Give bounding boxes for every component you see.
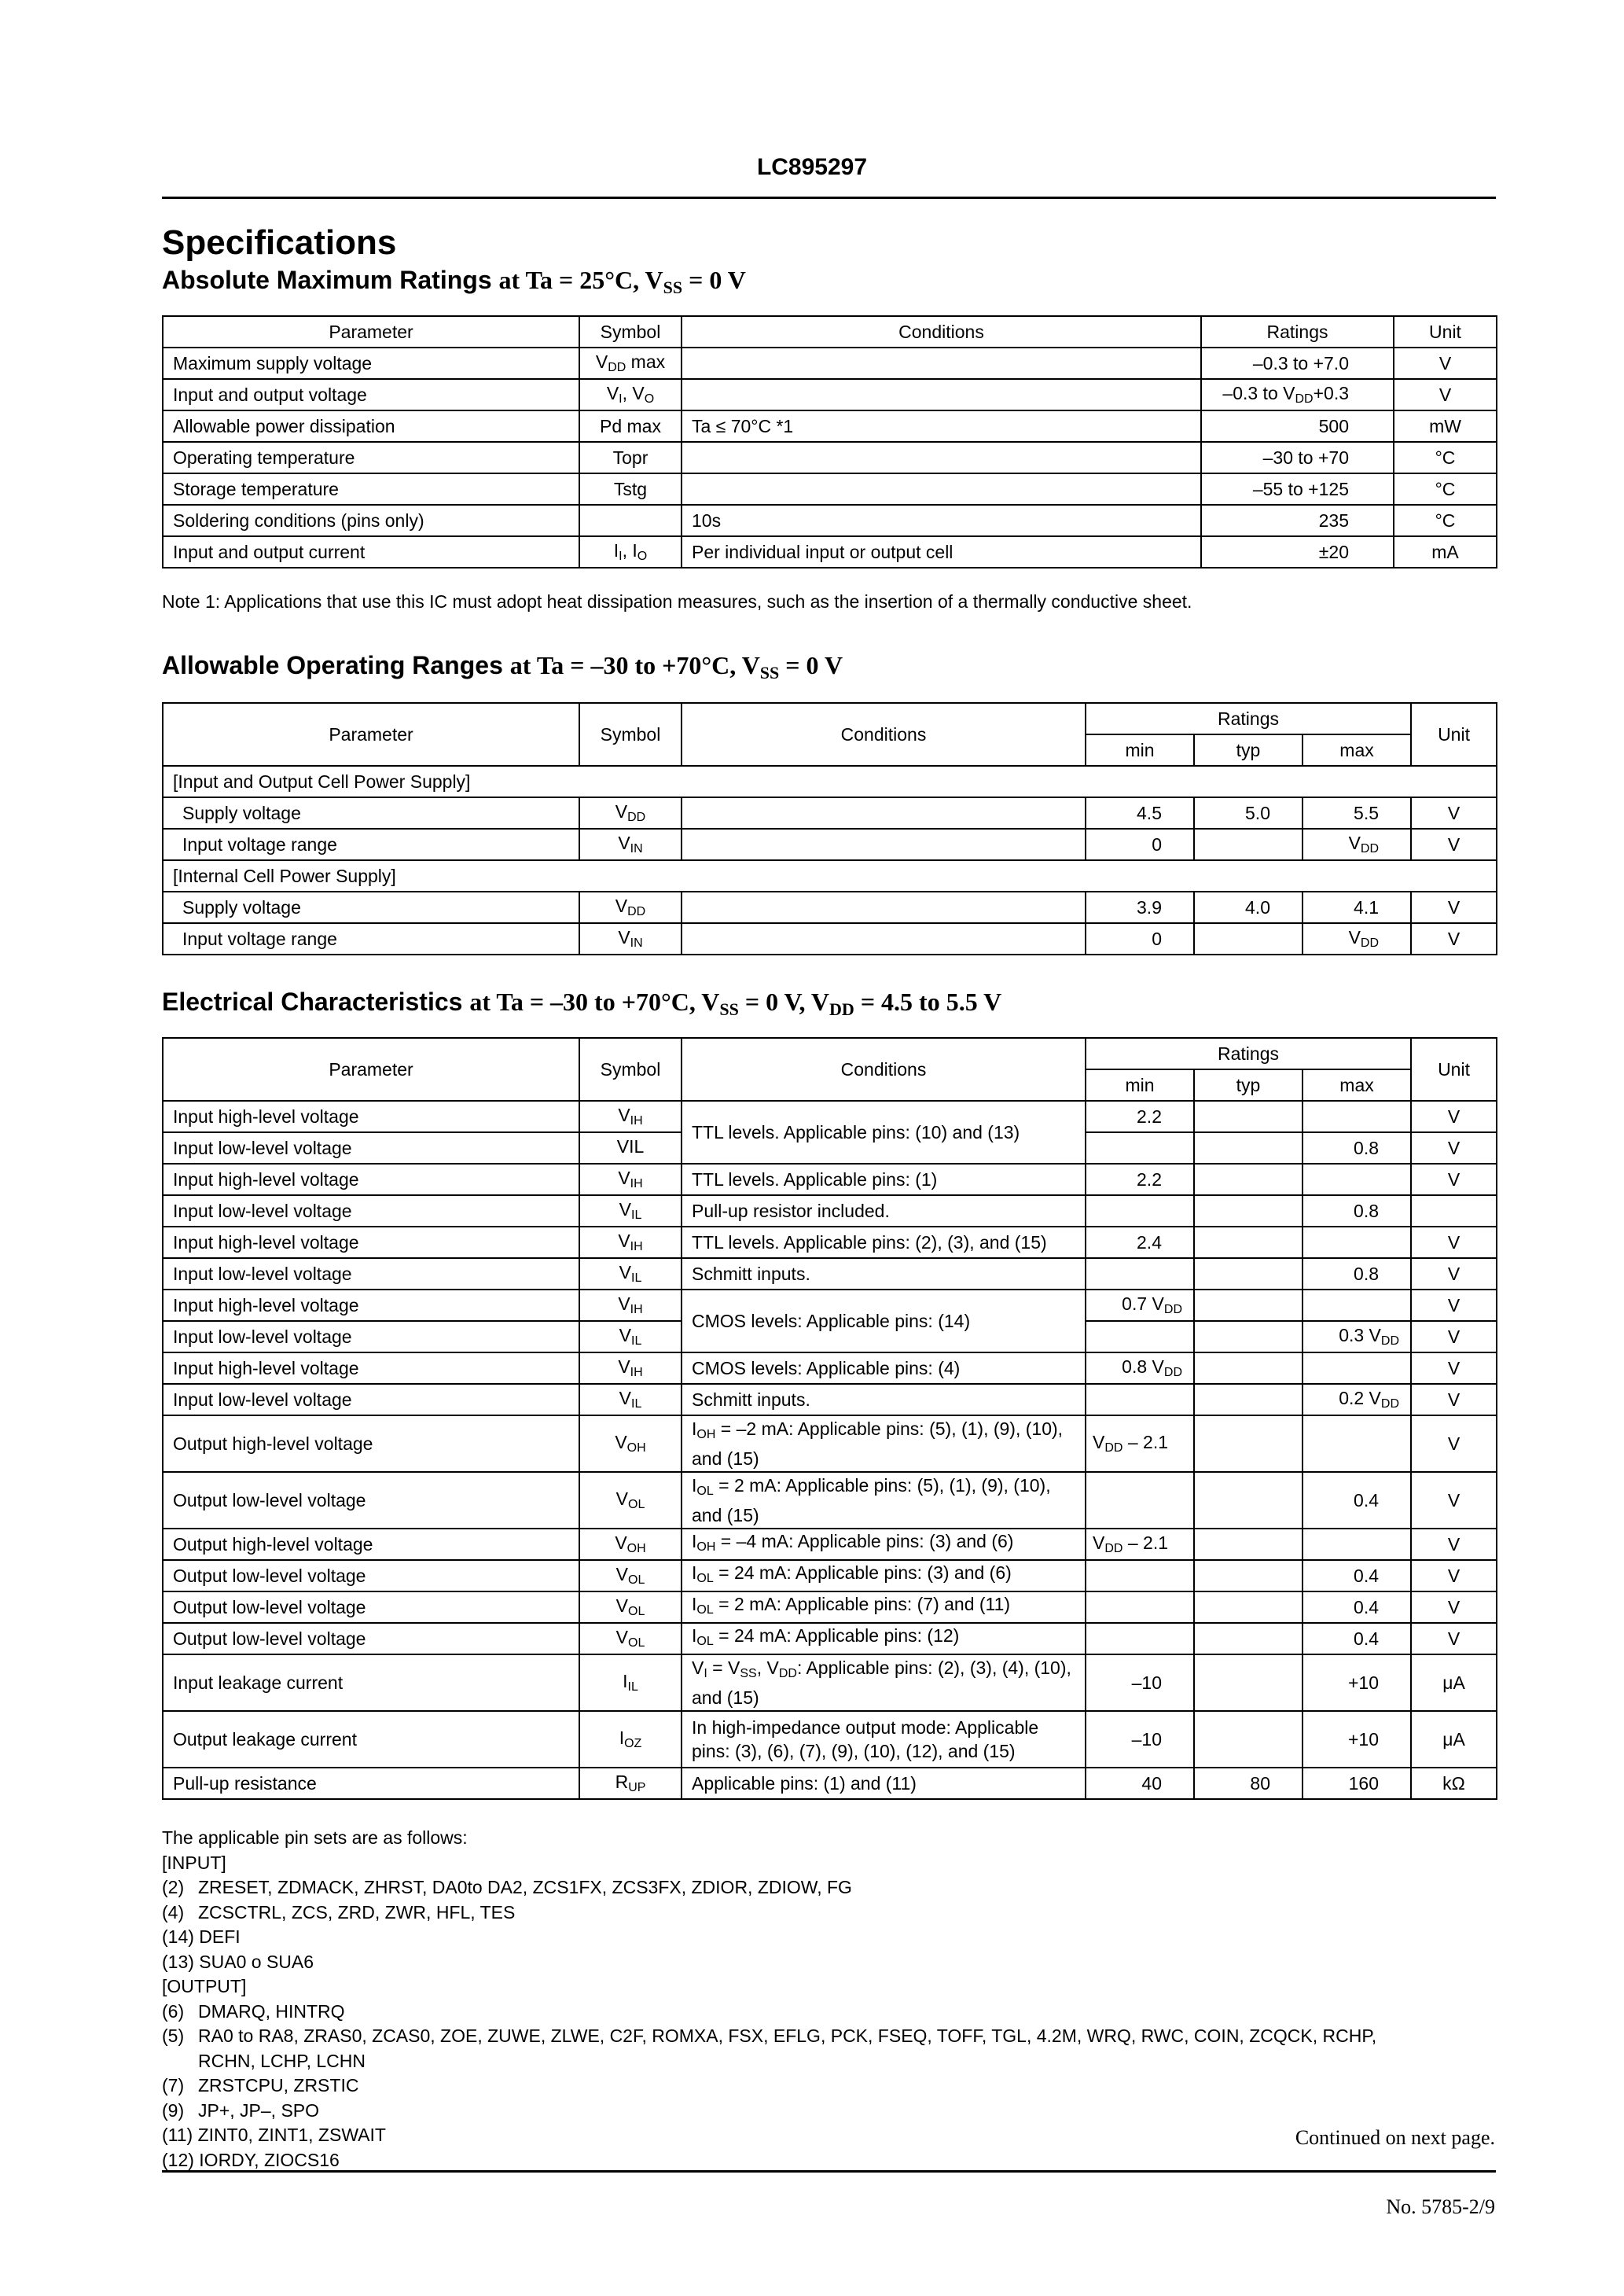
- col-header: min: [1086, 734, 1194, 766]
- table-row: [163, 410, 1497, 442]
- conditions-cell: $I_{OH} = -4$ mA: Applicable pins: (3) and (6): [682, 1529, 1086, 1560]
- max-cell: [1303, 1529, 1411, 1560]
- symbol-cell: $R_{UP}$: [579, 1768, 682, 1799]
- unit-cell: V: [1411, 1132, 1497, 1164]
- max-cell: +10: [1303, 1711, 1411, 1768]
- unit-cell: mW: [1394, 410, 1497, 442]
- list-item: (5) RA0 to RA8, ZRAS0, ZCAS0, ZOE, ZUWE, ZLWE, C2F, ROMXA, FSX, EFLG, PCK, FSEQ, TOFF, TGL, 4.2M, WRQ, RWC, COIN, ZCQCK, RCHP,: [162, 2026, 1377, 2046]
- max-cell: 0.4: [1303, 1472, 1411, 1529]
- table-row: [163, 923, 1497, 955]
- unit-cell: V: [1411, 1101, 1497, 1132]
- min-cell: $V_{DD} - 2.1$: [1086, 1415, 1194, 1472]
- unit-cell: V: [1394, 348, 1497, 379]
- symbol-cell: $V_{DD}$: [579, 892, 682, 923]
- operating-ranges-table: [162, 702, 1497, 955]
- table-row: [163, 1529, 1497, 1560]
- col-header: max: [1303, 734, 1411, 766]
- param-cell: Storage temperature: [163, 473, 579, 505]
- typ-cell: [1194, 1290, 1303, 1321]
- col-header: min: [1086, 1069, 1194, 1101]
- symbol-cell: $V_{IH}$: [579, 1101, 682, 1132]
- param-cell: Input and output voltage: [163, 379, 579, 410]
- min-cell: 2.4: [1086, 1227, 1194, 1258]
- operating-ranges-conditions: at Ta = –30 to +70°C, $V_{SS} = 0$ V: [509, 651, 843, 683]
- typ-cell: [1194, 1132, 1303, 1164]
- unit-cell: [1411, 1195, 1497, 1227]
- typ-cell: [1194, 1591, 1303, 1623]
- col-header: Parameter: [163, 316, 579, 348]
- symbol-cell: $V_{OL}$: [579, 1623, 682, 1654]
- col-header: Ratings: [1201, 316, 1394, 348]
- rating-cell: 500: [1201, 410, 1394, 442]
- param-cell: Input high-level voltage: [163, 1227, 579, 1258]
- typ-cell: [1194, 1352, 1303, 1384]
- note-1: Note 1: Applications that use this IC must adopt heat dissipation measures, such as the insertion of a thermally conductive sheet.: [162, 591, 1192, 612]
- col-header: Conditions: [682, 1038, 1086, 1101]
- conditions-cell: TTL levels. Applicable pins: (10) and (13): [682, 1101, 1086, 1164]
- conditions-cell: Pull-up resistor included.: [682, 1195, 1086, 1227]
- symbol-cell: $V_{OH}$: [579, 1529, 682, 1560]
- typ-cell: [1194, 1101, 1303, 1132]
- group-row: [163, 766, 1497, 797]
- conditions-cell: [682, 892, 1086, 923]
- param-cell: Input voltage range: [163, 829, 579, 860]
- symbol-cell: $V_{IL}$: [579, 1258, 682, 1290]
- unit-cell: °C: [1394, 473, 1497, 505]
- max-cell: 0.8: [1303, 1132, 1411, 1164]
- conditions-cell: $I_{OL} = 24$ mA: Applicable pins: (3) and (6): [682, 1560, 1086, 1591]
- list-item-continued: RCHN, LCHP, LCHN: [198, 2050, 366, 2071]
- param-cell: Supply voltage: [163, 892, 579, 923]
- conditions-cell: $I_{OH} = -2$ mA: Applicable pins: (5), (1), (9), (10), and (15): [682, 1415, 1086, 1472]
- unit-cell: V: [1411, 1321, 1497, 1352]
- unit-cell: V: [1411, 1623, 1497, 1654]
- param-cell: Pull-up resistance: [163, 1768, 579, 1799]
- col-header: Unit: [1411, 703, 1497, 766]
- min-cell: 2.2: [1086, 1101, 1194, 1132]
- unit-cell: °C: [1394, 505, 1497, 536]
- list-item: (6) DMARQ, HINTRQ: [162, 2000, 345, 2022]
- min-cell: 0: [1086, 923, 1194, 955]
- min-cell: 2.2: [1086, 1164, 1194, 1195]
- typ-cell: 4.0: [1194, 892, 1303, 923]
- symbol-cell: $V_{IH}$: [579, 1164, 682, 1195]
- max-cell: [1303, 1164, 1411, 1195]
- param-cell: Input high-level voltage: [163, 1101, 579, 1132]
- symbol-cell: VIL: [579, 1132, 682, 1164]
- group-label: [Input and Output Cell Power Supply]: [163, 766, 1497, 797]
- param-cell: Input high-level voltage: [163, 1164, 579, 1195]
- col-header: typ: [1194, 1069, 1303, 1101]
- table-header-row: [163, 316, 1497, 348]
- continued-note: Continued on next page.: [1295, 2126, 1495, 2149]
- unit-cell: V: [1411, 829, 1497, 860]
- abs-max-title: Absolute Maximum Ratings: [162, 266, 492, 294]
- max-cell: 0.3 $V_{DD}$: [1303, 1321, 1411, 1352]
- table-row: [163, 1654, 1497, 1711]
- min-cell: [1086, 1258, 1194, 1290]
- min-cell: 4.5: [1086, 797, 1194, 829]
- symbol-cell: Topr: [579, 442, 682, 473]
- typ-cell: [1194, 829, 1303, 860]
- param-cell: Output leakage current: [163, 1711, 579, 1768]
- conditions-cell: 10s: [682, 505, 1201, 536]
- table-row: [163, 1472, 1497, 1529]
- typ-cell: [1194, 1654, 1303, 1711]
- table-row: [163, 1591, 1497, 1623]
- col-header: Symbol: [579, 1038, 682, 1101]
- unit-cell: V: [1394, 379, 1497, 410]
- rating-cell: –55 to +125: [1201, 473, 1394, 505]
- unit-cell: V: [1411, 1529, 1497, 1560]
- col-header: Conditions: [682, 703, 1086, 766]
- param-cell: Input low-level voltage: [163, 1258, 579, 1290]
- table-header-row: [163, 1038, 1497, 1069]
- param-cell: Input low-level voltage: [163, 1321, 579, 1352]
- list-item: (14) DEFI: [162, 1926, 241, 1947]
- table-row: [163, 1768, 1497, 1799]
- pin-sets: [162, 1826, 1376, 2173]
- unit-cell: μA: [1411, 1711, 1497, 1768]
- electrical-table: [162, 1037, 1497, 1800]
- min-cell: [1086, 1384, 1194, 1415]
- typ-cell: [1194, 1258, 1303, 1290]
- rating-cell: –30 to +70: [1201, 442, 1394, 473]
- symbol-cell: $V_{OL}$: [579, 1560, 682, 1591]
- list-item: (9) JP+, JP–, SPO: [162, 2099, 320, 2121]
- conditions-cell: TTL levels. Applicable pins: (1): [682, 1164, 1086, 1195]
- typ-cell: [1194, 1623, 1303, 1654]
- symbol-cell: Pd max: [579, 410, 682, 442]
- col-header: Unit: [1411, 1038, 1497, 1101]
- param-cell: Operating temperature: [163, 442, 579, 473]
- table-row: [163, 442, 1497, 473]
- min-cell: 0: [1086, 829, 1194, 860]
- conditions-cell: Schmitt inputs.: [682, 1258, 1086, 1290]
- min-cell: [1086, 1321, 1194, 1352]
- symbol-cell: $V_{IL}$: [579, 1195, 682, 1227]
- col-header: Symbol: [579, 703, 682, 766]
- rating-cell: –0.3 to $V_{DD}+0.3$: [1201, 379, 1394, 410]
- unit-cell: μA: [1411, 1654, 1497, 1711]
- conditions-cell: Ta ≤ 70°C *1: [682, 410, 1201, 442]
- conditions-cell: In high-impedance output mode: Applicable pins: (3), (6), (7), (9), (10), (12), and (15): [682, 1711, 1086, 1768]
- min-cell: 40: [1086, 1768, 1194, 1799]
- symbol-cell: $V_{OH}$: [579, 1415, 682, 1472]
- min-cell: [1086, 1560, 1194, 1591]
- symbol-cell: $V_{IH}$: [579, 1227, 682, 1258]
- conditions-cell: Per individual input or output cell: [682, 536, 1201, 568]
- col-header: Ratings: [1086, 703, 1411, 734]
- table-row: [163, 892, 1497, 923]
- symbol-cell: $V_{OL}$: [579, 1472, 682, 1529]
- table-row: [163, 348, 1497, 379]
- min-cell: [1086, 1591, 1194, 1623]
- symbol-cell: $I_{OZ}$: [579, 1711, 682, 1768]
- table-row: [163, 797, 1497, 829]
- conditions-cell: [682, 442, 1201, 473]
- param-cell: Output high-level voltage: [163, 1415, 579, 1472]
- rating-cell: 235: [1201, 505, 1394, 536]
- symbol-cell: $V_{IH}$: [579, 1290, 682, 1321]
- symbol-cell: $V_{IH}$: [579, 1352, 682, 1384]
- symbol-cell: $I_{IL}$: [579, 1654, 682, 1711]
- table-row: [163, 1384, 1497, 1415]
- abs-max-table: [162, 315, 1497, 568]
- param-cell: Input low-level voltage: [163, 1384, 579, 1415]
- input-label: [INPUT]: [162, 1852, 226, 1873]
- param-cell: Input leakage current: [163, 1654, 579, 1711]
- abs-max-heading: [162, 266, 746, 298]
- typ-cell: 80: [1194, 1768, 1303, 1799]
- group-label: [Internal Cell Power Supply]: [163, 860, 1497, 892]
- max-cell: 4.1: [1303, 892, 1411, 923]
- param-cell: Output low-level voltage: [163, 1623, 579, 1654]
- typ-cell: [1194, 1227, 1303, 1258]
- typ-cell: [1194, 1321, 1303, 1352]
- typ-cell: [1194, 923, 1303, 955]
- param-cell: Input high-level voltage: [163, 1290, 579, 1321]
- unit-cell: V: [1411, 1164, 1497, 1195]
- col-header: Conditions: [682, 316, 1201, 348]
- unit-cell: V: [1411, 892, 1497, 923]
- min-cell: [1086, 1472, 1194, 1529]
- conditions-cell: TTL levels. Applicable pins: (2), (3), and (15): [682, 1227, 1086, 1258]
- param-cell: Input high-level voltage: [163, 1352, 579, 1384]
- typ-cell: [1194, 1560, 1303, 1591]
- typ-cell: [1194, 1711, 1303, 1768]
- max-cell: [1303, 1352, 1411, 1384]
- param-cell: Output high-level voltage: [163, 1529, 579, 1560]
- table-row: [163, 1352, 1497, 1384]
- max-cell: $V_{DD}$: [1303, 923, 1411, 955]
- param-cell: Input low-level voltage: [163, 1195, 579, 1227]
- header-rule: [162, 197, 1496, 199]
- rating-cell: –0.3 to +7.0: [1201, 348, 1394, 379]
- param-cell: Input and output current: [163, 536, 579, 568]
- electrical-heading: [162, 988, 1001, 1020]
- min-cell: 0.8 $V_{DD}$: [1086, 1352, 1194, 1384]
- param-cell: Maximum supply voltage: [163, 348, 579, 379]
- list-item: (12) IORDY, ZIOCS16: [162, 2149, 340, 2170]
- symbol-cell: [579, 505, 682, 536]
- typ-cell: [1194, 1472, 1303, 1529]
- max-cell: [1303, 1101, 1411, 1132]
- table-row: [163, 1195, 1497, 1227]
- min-cell: –10: [1086, 1654, 1194, 1711]
- header-part-number: LC895297: [756, 154, 868, 180]
- conditions-cell: [682, 923, 1086, 955]
- abs-max-conditions: at Ta = 25°C, $V_{SS} = 0$ V: [498, 266, 746, 297]
- typ-cell: [1194, 1529, 1303, 1560]
- symbol-cell: $V_{IN}$: [579, 829, 682, 860]
- param-cell: Supply voltage: [163, 797, 579, 829]
- min-cell: [1086, 1132, 1194, 1164]
- electrical-conditions: at Ta = –30 to +70°C, $V_{SS} = 0$ V, $V_{DD} = 4.5$ to 5.5 V: [469, 988, 1002, 1019]
- typ-cell: [1194, 1384, 1303, 1415]
- conditions-cell: $I_{OL} = 24$ mA: Applicable pins: (12): [682, 1623, 1086, 1654]
- typ-cell: [1194, 1415, 1303, 1472]
- list-item: (2) ZRESET, ZDMACK, ZHRST, DA0to DA2, ZCS1FX, ZCS3FX, ZDIOR, ZDIOW, FG: [162, 1877, 852, 1897]
- rating-cell: ±20: [1201, 536, 1394, 568]
- min-cell: $V_{DD} - 2.1$: [1086, 1529, 1194, 1560]
- electrical-title: Electrical Characteristics: [162, 988, 463, 1016]
- list-item: (4) ZCSCTRL, ZCS, ZRD, ZWR, HFL, TES: [162, 1901, 516, 1923]
- table-row: [163, 1560, 1497, 1591]
- conditions-cell: [682, 473, 1201, 505]
- unit-cell: mA: [1394, 536, 1497, 568]
- conditions-cell: Schmitt inputs.: [682, 1384, 1086, 1415]
- max-cell: [1303, 1227, 1411, 1258]
- typ-cell: [1194, 1195, 1303, 1227]
- conditions-cell: [682, 348, 1201, 379]
- conditions-cell: $I_{OL} = 2$ mA: Applicable pins: (5), (1), (9), (10), and (15): [682, 1472, 1086, 1529]
- table-row: [163, 829, 1497, 860]
- symbol-cell: $V_{IN}$: [579, 923, 682, 955]
- unit-cell: °C: [1394, 442, 1497, 473]
- param-cell: Output low-level voltage: [163, 1472, 579, 1529]
- conditions-cell: $I_{OL} = 2$ mA: Applicable pins: (7) and (11): [682, 1591, 1086, 1623]
- table-header-row: [163, 703, 1497, 734]
- unit-cell: V: [1411, 1472, 1497, 1529]
- table-row: [163, 1415, 1497, 1472]
- max-cell: 160: [1303, 1768, 1411, 1799]
- col-header: Parameter: [163, 1038, 579, 1101]
- unit-cell: kΩ: [1411, 1768, 1497, 1799]
- conditions-cell: CMOS levels: Applicable pins: (4): [682, 1352, 1086, 1384]
- group-row: [163, 860, 1497, 892]
- max-cell: 0.8: [1303, 1258, 1411, 1290]
- symbol-cell: $V_{DD}$ max: [579, 348, 682, 379]
- min-cell: 3.9: [1086, 892, 1194, 923]
- unit-cell: V: [1411, 1591, 1497, 1623]
- typ-cell: [1194, 1164, 1303, 1195]
- unit-cell: V: [1411, 1352, 1497, 1384]
- table-row: [163, 1227, 1497, 1258]
- list-item: (7) ZRSTCPU, ZRSTIC: [162, 2075, 359, 2095]
- col-header: max: [1303, 1069, 1411, 1101]
- param-cell: Input low-level voltage: [163, 1132, 579, 1164]
- max-cell: [1303, 1290, 1411, 1321]
- page-title: Specifications: [162, 223, 397, 262]
- unit-cell: V: [1411, 1560, 1497, 1591]
- output-label: [OUTPUT]: [162, 1976, 247, 1996]
- max-cell: 0.2 $V_{DD}$: [1303, 1384, 1411, 1415]
- operating-ranges-title: Allowable Operating Ranges: [162, 651, 503, 679]
- col-header: Parameter: [163, 703, 579, 766]
- symbol-cell: $V_{IL}$: [579, 1384, 682, 1415]
- table-row: [163, 473, 1497, 505]
- symbol-cell: Tstg: [579, 473, 682, 505]
- table-row: [163, 1623, 1497, 1654]
- conditions-cell: Applicable pins: (1) and (11): [682, 1768, 1086, 1799]
- page-number: No. 5785-2/9: [1386, 2195, 1495, 2218]
- list-item: (11) ZINT0, ZINT1, ZSWAIT: [162, 2125, 386, 2145]
- pin-sets-intro: The applicable pin sets are as follows:: [162, 1827, 468, 1848]
- table-row: [163, 505, 1497, 536]
- footer-rule: [162, 2170, 1496, 2173]
- table-row: [163, 379, 1497, 410]
- table-row: [163, 1258, 1497, 1290]
- symbol-cell: $V_I$, $V_O$: [579, 379, 682, 410]
- col-header: typ: [1194, 734, 1303, 766]
- unit-cell: V: [1411, 1384, 1497, 1415]
- min-cell: 0.7 $V_{DD}$: [1086, 1290, 1194, 1321]
- table-row: [163, 1711, 1497, 1768]
- conditions-cell: [682, 829, 1086, 860]
- list-item: (13) SUA0 o SUA6: [162, 1951, 314, 1972]
- max-cell: [1303, 1415, 1411, 1472]
- col-header: Symbol: [579, 316, 682, 348]
- max-cell: 0.8: [1303, 1195, 1411, 1227]
- operating-ranges-heading: [162, 651, 843, 683]
- max-cell: $V_{DD}$: [1303, 829, 1411, 860]
- conditions-cell: [682, 379, 1201, 410]
- min-cell: [1086, 1623, 1194, 1654]
- table-row: [163, 1290, 1497, 1321]
- param-cell: Output low-level voltage: [163, 1591, 579, 1623]
- max-cell: 5.5: [1303, 797, 1411, 829]
- unit-cell: V: [1411, 1227, 1497, 1258]
- symbol-cell: $V_{OL}$: [579, 1591, 682, 1623]
- max-cell: 0.4: [1303, 1623, 1411, 1654]
- unit-cell: V: [1411, 797, 1497, 829]
- symbol-cell: $I_I$, $I_O$: [579, 536, 682, 568]
- param-cell: Input voltage range: [163, 923, 579, 955]
- symbol-cell: $V_{DD}$: [579, 797, 682, 829]
- table-row: [163, 1101, 1497, 1132]
- max-cell: 0.4: [1303, 1560, 1411, 1591]
- conditions-cell: $V_I = V_{SS}$, $V_{DD}$: Applicable pins: (2), (3), (4), (10), and (15): [682, 1654, 1086, 1711]
- param-cell: Output low-level voltage: [163, 1560, 579, 1591]
- table-row: [163, 536, 1497, 568]
- min-cell: –10: [1086, 1711, 1194, 1768]
- max-cell: 0.4: [1303, 1591, 1411, 1623]
- table-row: [163, 1164, 1497, 1195]
- unit-cell: V: [1411, 1415, 1497, 1472]
- conditions-cell: CMOS levels: Applicable pins: (14): [682, 1290, 1086, 1352]
- unit-cell: V: [1411, 923, 1497, 955]
- conditions-cell: [682, 797, 1086, 829]
- param-cell: Soldering conditions (pins only): [163, 505, 579, 536]
- col-header: Unit: [1394, 316, 1497, 348]
- unit-cell: V: [1411, 1258, 1497, 1290]
- max-cell: +10: [1303, 1654, 1411, 1711]
- col-header: Ratings: [1086, 1038, 1411, 1069]
- param-cell: Allowable power dissipation: [163, 410, 579, 442]
- unit-cell: V: [1411, 1290, 1497, 1321]
- typ-cell: 5.0: [1194, 797, 1303, 829]
- min-cell: [1086, 1195, 1194, 1227]
- symbol-cell: $V_{IL}$: [579, 1321, 682, 1352]
